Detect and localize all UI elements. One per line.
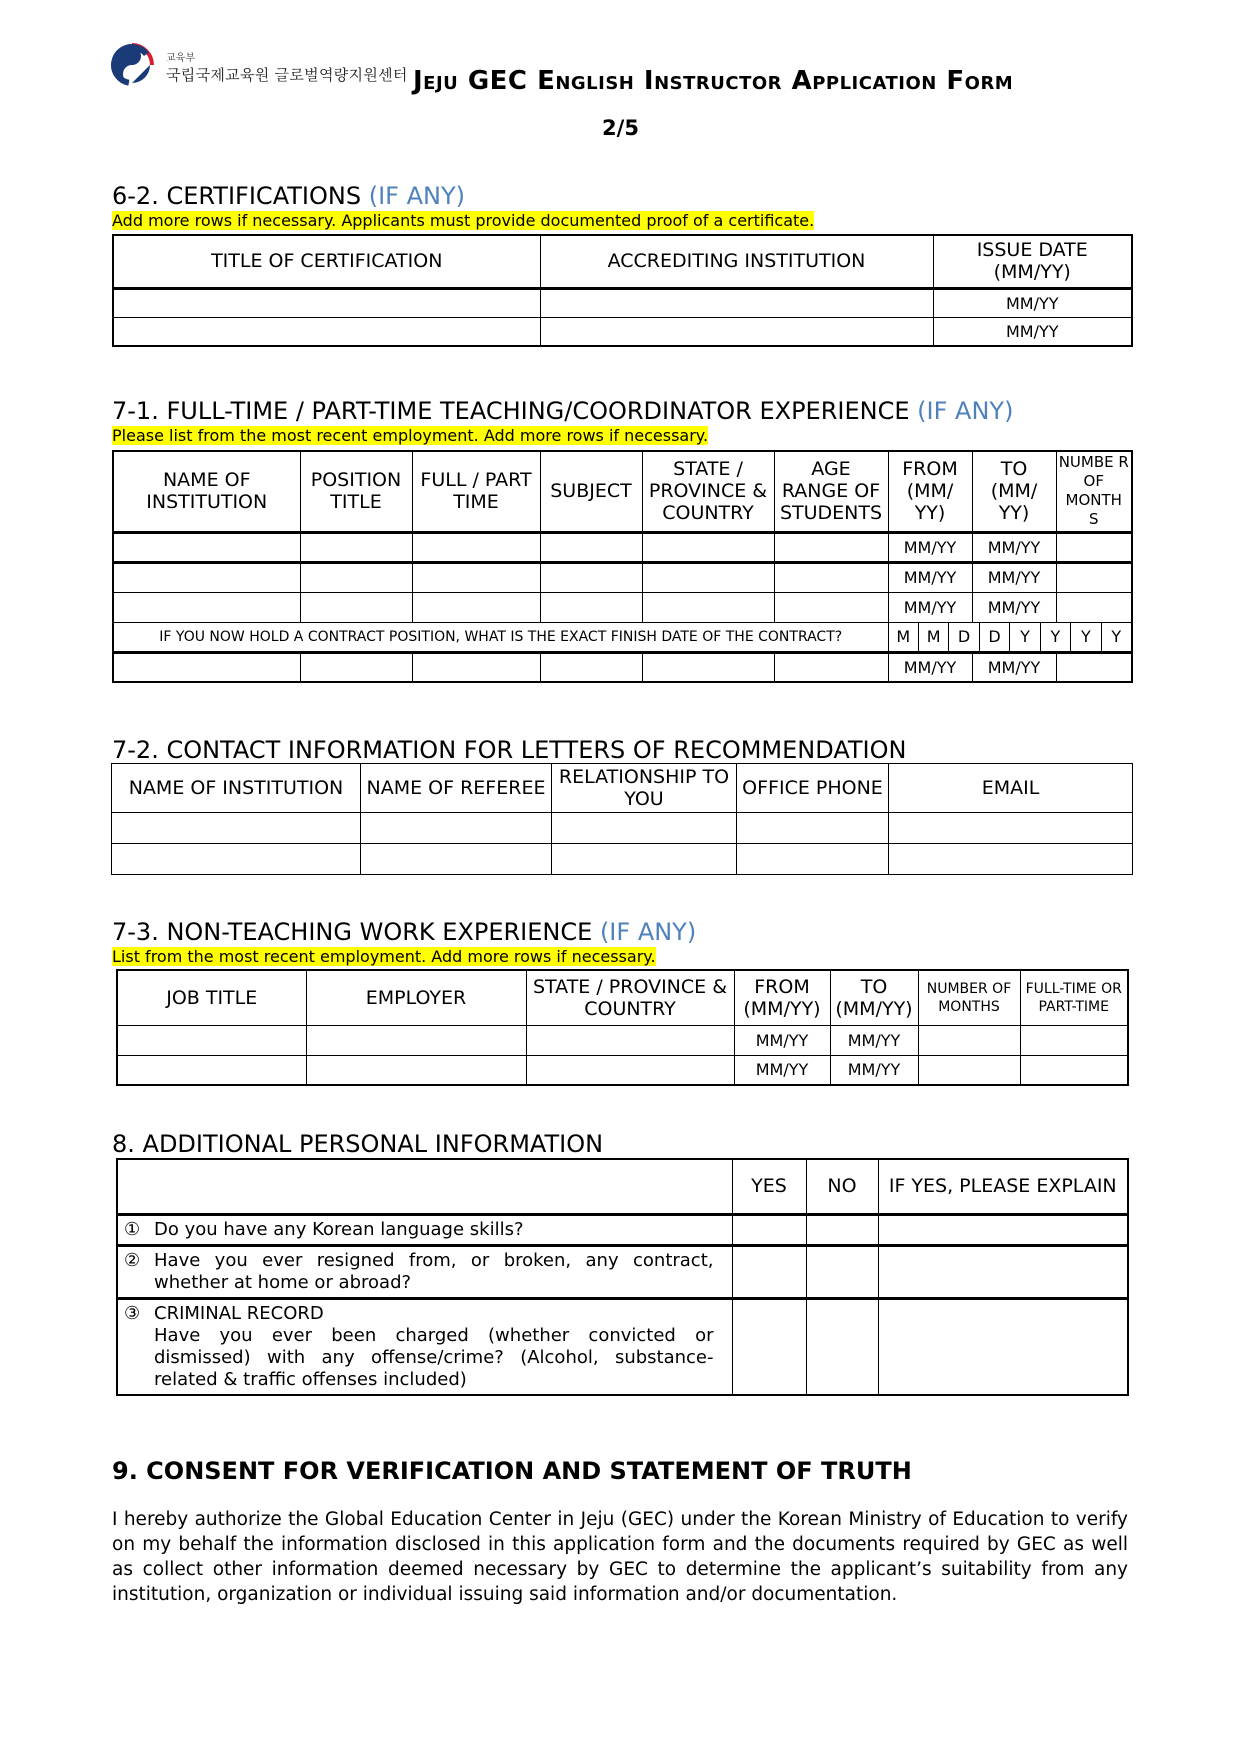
- table-header-row: [113, 235, 1132, 288]
- table-row: [113, 317, 1132, 346]
- institution-cell[interactable]: [113, 592, 300, 622]
- section-title-text: 7-1. FULL-TIME / PART-TIME TEACHING/COORDINATOR EXPERIENCE: [112, 397, 910, 425]
- header-cell: RELATIONSHIP TO YOU: [552, 764, 737, 813]
- months-cell[interactable]: [1056, 532, 1132, 562]
- header-cell: NO: [806, 1159, 878, 1214]
- consent-statement: I hereby authorize the Global Education Center in Jeju (GEC) under the Korean Ministry of Education to verify on my behalf the information disclosed in this application form and the documents required by GEC as well as collect other information deemed necessary by GEC to determine the applicant’s suitability from any institution, organization or individual issuing said information and/or documentation.: [112, 1509, 1128, 1605]
- yes-cell[interactable]: [732, 1245, 806, 1298]
- table-row: [112, 844, 1133, 875]
- table-row: [112, 813, 1133, 844]
- date-box-year[interactable]: Y: [1111, 626, 1122, 646]
- age-range-cell[interactable]: [774, 532, 888, 562]
- optional-label: (IF ANY): [599, 918, 697, 946]
- state-country-cell[interactable]: [642, 652, 774, 682]
- date-box-year[interactable]: Y: [1071, 623, 1101, 651]
- date-box-month[interactable]: M: [889, 623, 919, 651]
- state-country-cell[interactable]: [642, 592, 774, 622]
- email-cell[interactable]: [889, 844, 1133, 875]
- non-teaching-note: List from the most recent employment. Add more rows if necessary.: [112, 947, 656, 966]
- explain-cell[interactable]: [878, 1298, 1128, 1395]
- date-box-day[interactable]: D: [949, 623, 979, 651]
- section-title-text: 6-2. CERTIFICATIONS: [112, 182, 362, 210]
- taeguk-logo-icon: [110, 43, 154, 87]
- header-cell: SUBJECT: [540, 451, 642, 532]
- subject-cell[interactable]: [540, 592, 642, 622]
- referee-name-cell[interactable]: [361, 844, 552, 875]
- header-cell: STATE / PROVINCE & COUNTRY: [642, 451, 774, 532]
- optional-label: (IF ANY): [368, 182, 465, 210]
- months-cell[interactable]: [918, 1025, 1020, 1055]
- table-header-row: [112, 764, 1133, 813]
- header-cell: FULL / PART TIME: [412, 451, 540, 532]
- references-table: [111, 763, 1133, 875]
- certification-title-cell[interactable]: [113, 317, 540, 346]
- date-box-year[interactable]: Y: [1041, 623, 1071, 651]
- reference-institution-cell[interactable]: [112, 844, 361, 875]
- header-cell: FROM (MM/YY): [734, 970, 830, 1025]
- table-header-row: [117, 1159, 1128, 1214]
- subject-cell[interactable]: [540, 532, 642, 562]
- section-title-teaching: [112, 397, 1013, 425]
- question-cell: [117, 1245, 732, 1298]
- state-country-cell[interactable]: [642, 532, 774, 562]
- header-cell: YES: [732, 1159, 806, 1214]
- korean-government-logo: [110, 43, 154, 87]
- position-cell[interactable]: [300, 532, 412, 562]
- question-heading: CRIMINAL RECORD: [154, 1302, 324, 1324]
- header-cell: NUMBER OF MONTHS: [918, 970, 1020, 1025]
- institution-cell[interactable]: [113, 652, 300, 682]
- months-cell[interactable]: [1056, 652, 1132, 682]
- header-cell: TITLE OF CERTIFICATION: [113, 235, 540, 288]
- institution-cell[interactable]: [113, 562, 300, 592]
- header-cell: NAME OF REFEREE: [361, 764, 552, 813]
- months-cell[interactable]: [918, 1055, 1020, 1085]
- section-title-text: 7-3. NON-TEACHING WORK EXPERIENCE: [112, 918, 593, 946]
- question-text: Have you ever been charged (whether convicted or dismissed) with any offense/crime? (Alcohol, substance-related & traffic offenses included): [154, 1324, 714, 1390]
- header-cell: NAME OF INSTITUTION: [112, 764, 361, 813]
- to-date-cell[interactable]: MM/YY: [972, 532, 1056, 562]
- relationship-cell[interactable]: [552, 813, 737, 844]
- table-row: [113, 592, 1132, 622]
- full-part-cell[interactable]: [1020, 1055, 1128, 1085]
- header-cell: TO (MM/ YY): [972, 451, 1056, 532]
- full-part-cell[interactable]: [1020, 1025, 1128, 1055]
- question-body: [154, 1303, 714, 1391]
- question-row: [117, 1214, 1128, 1245]
- explain-cell[interactable]: [878, 1245, 1128, 1298]
- yes-cell[interactable]: [732, 1298, 806, 1395]
- to-date-cell[interactable]: MM/YY: [972, 562, 1056, 592]
- full-part-cell[interactable]: [412, 652, 540, 682]
- header-cell: POSITION TITLE: [300, 451, 412, 532]
- table-row: [113, 288, 1132, 317]
- position-cell[interactable]: [300, 562, 412, 592]
- header-cell: FULL-TIME OR PART-TIME: [1020, 970, 1128, 1025]
- question-row: [117, 1298, 1128, 1395]
- question-text: Do you have any Korean language skills?: [154, 1218, 524, 1240]
- question-cell: [117, 1298, 732, 1395]
- header-cell: JOB TITLE: [117, 970, 306, 1025]
- to-date-cell[interactable]: MM/YY: [972, 592, 1056, 622]
- office-phone-cell[interactable]: [737, 813, 889, 844]
- section-title-references: 7-2. CONTACT INFORMATION FOR LETTERS OF RECOMMENDATION: [112, 736, 907, 764]
- full-part-cell[interactable]: [412, 532, 540, 562]
- accrediting-institution-cell[interactable]: [540, 288, 933, 317]
- state-country-cell[interactable]: [526, 1025, 734, 1055]
- header-cell: OFFICE PHONE: [737, 764, 889, 813]
- table-row: [117, 1055, 1128, 1085]
- subject-cell[interactable]: [540, 652, 642, 682]
- employer-cell[interactable]: [306, 1025, 526, 1055]
- months-cell[interactable]: [1056, 592, 1132, 622]
- contract-date-boxes: [888, 622, 1132, 652]
- header-cell: NUMBE R OF MONTH S: [1056, 451, 1132, 532]
- ministry-label: 교육부: [166, 53, 195, 64]
- additional-info-table: [116, 1158, 1129, 1396]
- contract-question: IF YOU NOW HOLD A CONTRACT POSITION, WHAT IS THE EXACT FINISH DATE OF THE CONTRACT?: [113, 622, 888, 652]
- age-range-cell[interactable]: [774, 652, 888, 682]
- date-box-year[interactable]: Y: [1010, 623, 1040, 651]
- header-cell: EMPLOYER: [306, 970, 526, 1025]
- section-title-certifications: [112, 182, 465, 210]
- header-cell: IF YES, PLEASE EXPLAIN: [878, 1159, 1128, 1214]
- issue-date-cell[interactable]: MM/YY: [933, 317, 1132, 346]
- institution-cell[interactable]: [113, 532, 300, 562]
- position-cell[interactable]: [300, 592, 412, 622]
- certifications-table: [112, 234, 1133, 347]
- header-cell: [117, 1159, 732, 1214]
- certification-title-cell[interactable]: [113, 288, 540, 317]
- from-date-cell[interactable]: MM/YY: [888, 562, 972, 592]
- header-cell: ISSUE DATE (MM/YY): [933, 235, 1132, 288]
- question-number: ①: [124, 1218, 141, 1240]
- relationship-cell[interactable]: [552, 844, 737, 875]
- page-number: 2/5: [602, 116, 639, 140]
- section-title-non-teaching: [112, 918, 696, 946]
- table-row: [117, 1025, 1128, 1055]
- to-date-cell[interactable]: MM/YY: [830, 1025, 918, 1055]
- full-part-cell[interactable]: [412, 592, 540, 622]
- header-cell: NAME OF INSTITUTION: [113, 451, 300, 532]
- non-teaching-table: [116, 969, 1129, 1086]
- age-range-cell[interactable]: [774, 592, 888, 622]
- header-cell: TO (MM/YY): [830, 970, 918, 1025]
- header-cell: ACCREDITING INSTITUTION: [540, 235, 933, 288]
- from-date-cell[interactable]: MM/YY: [734, 1055, 830, 1085]
- subject-cell[interactable]: [540, 562, 642, 592]
- to-date-cell[interactable]: MM/YY: [972, 652, 1056, 682]
- question-text: Have you ever resigned from, or broken, any contract, whether at home or abroad?: [154, 1249, 714, 1293]
- yes-cell[interactable]: [732, 1214, 806, 1245]
- state-country-cell[interactable]: [526, 1055, 734, 1085]
- state-country-cell[interactable]: [642, 562, 774, 592]
- full-part-cell[interactable]: [412, 562, 540, 592]
- position-cell[interactable]: [300, 652, 412, 682]
- age-range-cell[interactable]: [774, 562, 888, 592]
- table-header-row: [117, 970, 1128, 1025]
- document-title: Jeju GEC English Instructor Application Form: [413, 66, 1014, 96]
- table-header-row: [113, 451, 1132, 532]
- office-phone-cell[interactable]: [737, 844, 889, 875]
- no-cell[interactable]: [806, 1214, 878, 1245]
- question-row: [117, 1245, 1128, 1298]
- job-title-cell[interactable]: [117, 1055, 306, 1085]
- question-number: ②: [124, 1249, 141, 1271]
- table-row: [113, 532, 1132, 562]
- reference-institution-cell[interactable]: [112, 813, 361, 844]
- question-cell: [117, 1214, 732, 1245]
- header-cell: AGE RANGE OF STUDENTS: [774, 451, 888, 532]
- section-title-additional: 8. ADDITIONAL PERSONAL INFORMATION: [112, 1130, 604, 1158]
- months-cell[interactable]: [1056, 562, 1132, 592]
- issue-date-cell[interactable]: MM/YY: [933, 288, 1132, 317]
- email-cell[interactable]: [889, 813, 1133, 844]
- accrediting-institution-cell[interactable]: [540, 317, 933, 346]
- teaching-experience-table: [112, 450, 1133, 683]
- explain-cell[interactable]: [878, 1214, 1128, 1245]
- table-row: [113, 562, 1132, 592]
- header-cell: EMAIL: [889, 764, 1133, 813]
- teaching-note: Please list from the most recent employment. Add more rows if necessary.: [112, 426, 709, 445]
- date-box-month[interactable]: M: [919, 623, 949, 651]
- referee-name-cell[interactable]: [361, 813, 552, 844]
- header-cell: STATE / PROVINCE & COUNTRY: [526, 970, 734, 1025]
- no-cell[interactable]: [806, 1245, 878, 1298]
- table-row: [113, 652, 1132, 682]
- optional-label: (IF ANY): [917, 397, 1014, 425]
- from-date-cell[interactable]: MM/YY: [734, 1025, 830, 1055]
- employer-cell[interactable]: [306, 1055, 526, 1085]
- section-title-consent: 9. CONSENT FOR VERIFICATION AND STATEMENT OF TRUTH: [112, 1457, 912, 1485]
- from-date-cell[interactable]: MM/YY: [888, 652, 972, 682]
- from-date-cell[interactable]: MM/YY: [888, 592, 972, 622]
- header-cell: FROM (MM/ YY): [888, 451, 972, 532]
- no-cell[interactable]: [806, 1298, 878, 1395]
- job-title-cell[interactable]: [117, 1025, 306, 1055]
- contract-finish-row: [113, 622, 1132, 652]
- certifications-note: Add more rows if necessary. Applicants must provide documented proof of a certificate.: [112, 211, 815, 230]
- question-number: ③: [124, 1302, 141, 1324]
- center-name: 국립국제교육원 글로벌역량지원센터: [166, 66, 408, 84]
- from-date-cell[interactable]: MM/YY: [888, 532, 972, 562]
- date-box-day[interactable]: D: [980, 623, 1010, 651]
- to-date-cell[interactable]: MM/YY: [830, 1055, 918, 1085]
